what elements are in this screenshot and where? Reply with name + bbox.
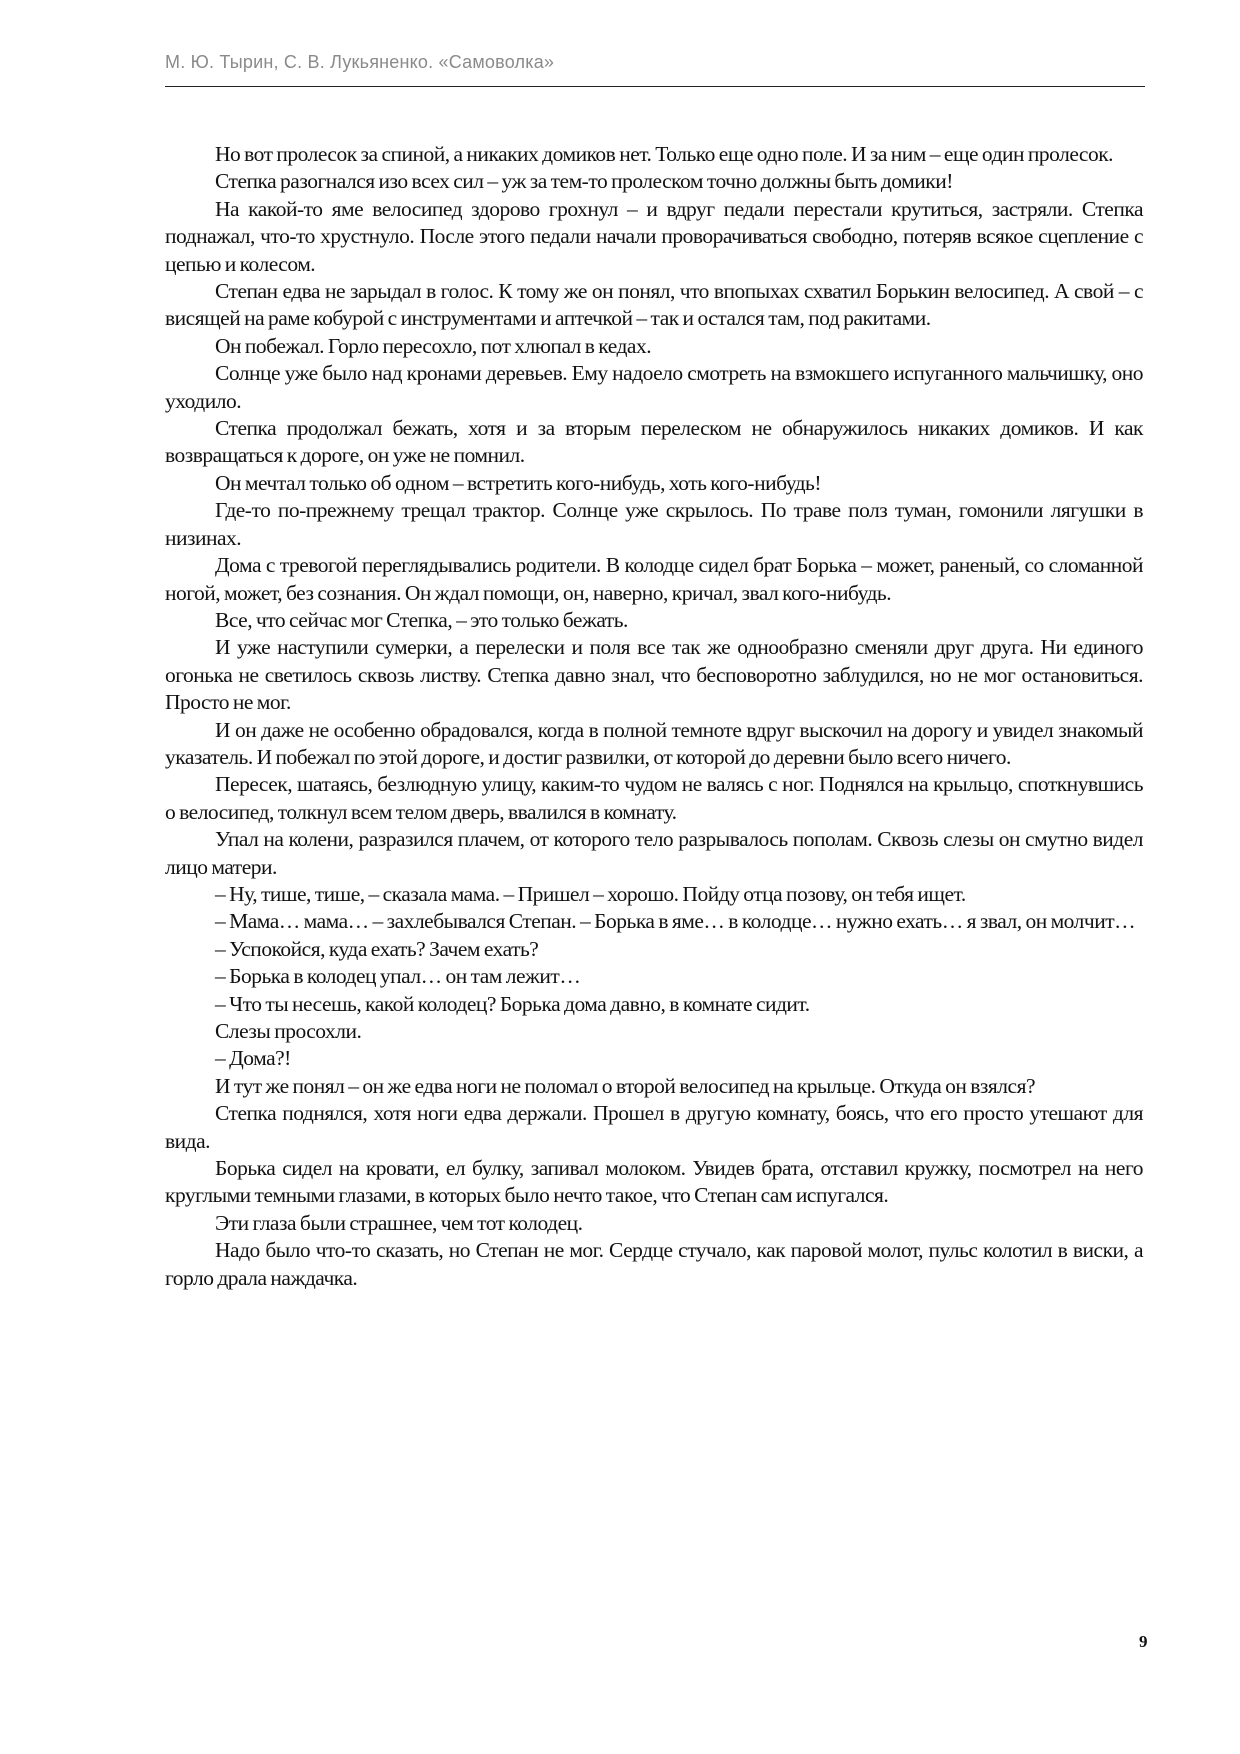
paragraph: Но вот пролесок за спиной, а никаких домиков нет. Только еще одно поле. И за ним – еще один пролесок.	[215, 142, 1114, 166]
dialogue-line: – Успокойся, куда ехать? Зачем ехать?	[215, 936, 539, 961]
page-number: 9	[1139, 1632, 1148, 1651]
running-header: М. Ю. Тырин, С. В. Лукьяненко. «Самоволка»	[165, 52, 555, 72]
paragraph: Степка поднялся, хотя ноги едва держали. Прошел в другую комнату, боясь, что его просто утешают для вида.	[165, 1101, 1143, 1153]
paragraph: Он мечтал только об одном – встретить кого-нибудь, хоть кого-нибудь!	[215, 470, 822, 495]
paragraph: Эти глаза были страшнее, чем тот колодец.	[215, 1210, 583, 1235]
paragraph: Дома с тревогой переглядывались родители. В колодце сидел брат Борька – может, раненый, со сломанной ногой, может, без сознания. Он ждал помощи, он, наверно, кричал, звал кого-нибудь.	[165, 553, 1143, 605]
paragraph: И уже наступили сумерки, а перелески и поля все так же однообразно сменяли друг друга. Ни единого огонька не светилось сквозь листву. Степка давно знал, что бесповоротно заблудился, но не мог остановиться. Просто не мог.	[165, 635, 1143, 715]
paragraph: И он даже не особенно обрадовался, когда в полной темноте вдруг выскочил на дорогу и увидел знакомый указатель. И побежал по этой дороге, и достиг развилки, от которой до деревни было всего ничего.	[165, 717, 1143, 769]
dialogue-line: – Дома?!	[215, 1046, 291, 1071]
paragraph: Слезы просохли.	[215, 1019, 362, 1043]
paragraph: Солнце уже было над кронами деревьев. Ему надоело смотреть на взмокшего испуганного мальчишку, оно уходило.	[165, 361, 1143, 413]
paragraph: И тут же понял – он же едва ноги не поломал о второй велосипед на крыльце. Откуда он взялся?	[215, 1073, 1035, 1098]
paragraph: Борька сидел на кровати, ел булку, запивал молоком. Увидев брата, отставил кружку, посмотрел на него круглыми темными глазами, в которых было нечто такое, что Степан сам испугался.	[165, 1156, 1143, 1208]
paragraph: Степка продолжал бежать, хотя и за вторым перелеском не обнаружилось никаких домиков. И как возвращаться к дороге, он уже не помнил.	[165, 416, 1143, 468]
paragraph: На какой-то яме велосипед здорово грохнул – и вдруг педали перестали крутиться, застряли. Степка поднажал, что-то хрустнуло. После этого педали начали проворачиваться свободно, потеряв всякое сцепление с цепью и колесом.	[165, 196, 1143, 276]
paragraph: Он побежал. Горло пересохло, пот хлюпал в кедах.	[215, 333, 652, 358]
paragraph: Упал на колени, разразился плачем, от которого тело разрывалось пополам. Сквозь слезы он смутно видел лицо матери.	[165, 827, 1143, 879]
dialogue-line: – Борька в колодец упал… он там лежит…	[215, 964, 581, 989]
paragraph: Степка разогнался изо всех сил – уж за тем-то пролеском точно должны быть домики!	[215, 169, 953, 194]
body-text	[165, 141, 1143, 1292]
paragraph: Где-то по-прежнему трещал трактор. Солнце уже скрылось. По траве полз туман, гомонили лягушки в низинах.	[165, 498, 1143, 550]
paragraph: Все, что сейчас мог Степка, – это только бежать.	[215, 607, 628, 632]
paragraph: Надо было что-то сказать, но Степан не мог. Сердце стучало, как паровой молот, пульс колотил в виски, а горло драла наждачка.	[165, 1238, 1143, 1290]
dialogue-line: – Ну, тише, тише, – сказала мама. – Пришел – хорошо. Пойду отца позову, он тебя ищет.	[215, 881, 966, 906]
dialogue-line: – Что ты несешь, какой колодец? Борька дома давно, в комнате сидит.	[215, 991, 810, 1016]
dialogue-line: – Мама… мама… – захлебывался Степан. – Борька в яме… в колодце… нужно ехать… я звал, он молчит…	[215, 909, 1136, 934]
header-divider	[165, 86, 1145, 87]
paragraph: Пересек, шатаясь, безлюдную улицу, каким-то чудом не валясь с ног. Поднялся на крыльцо, споткнувшись о велосипед, толкнул всем телом дверь, ввалился в комнату.	[165, 772, 1143, 824]
paragraph: Степан едва не зарыдал в голос. К тому же он понял, что впопыхах схватил Борькин велосипед. А свой – с висящей на раме кобурой с инструментами и аптечкой – так и остался там, под ракитами.	[165, 279, 1143, 331]
